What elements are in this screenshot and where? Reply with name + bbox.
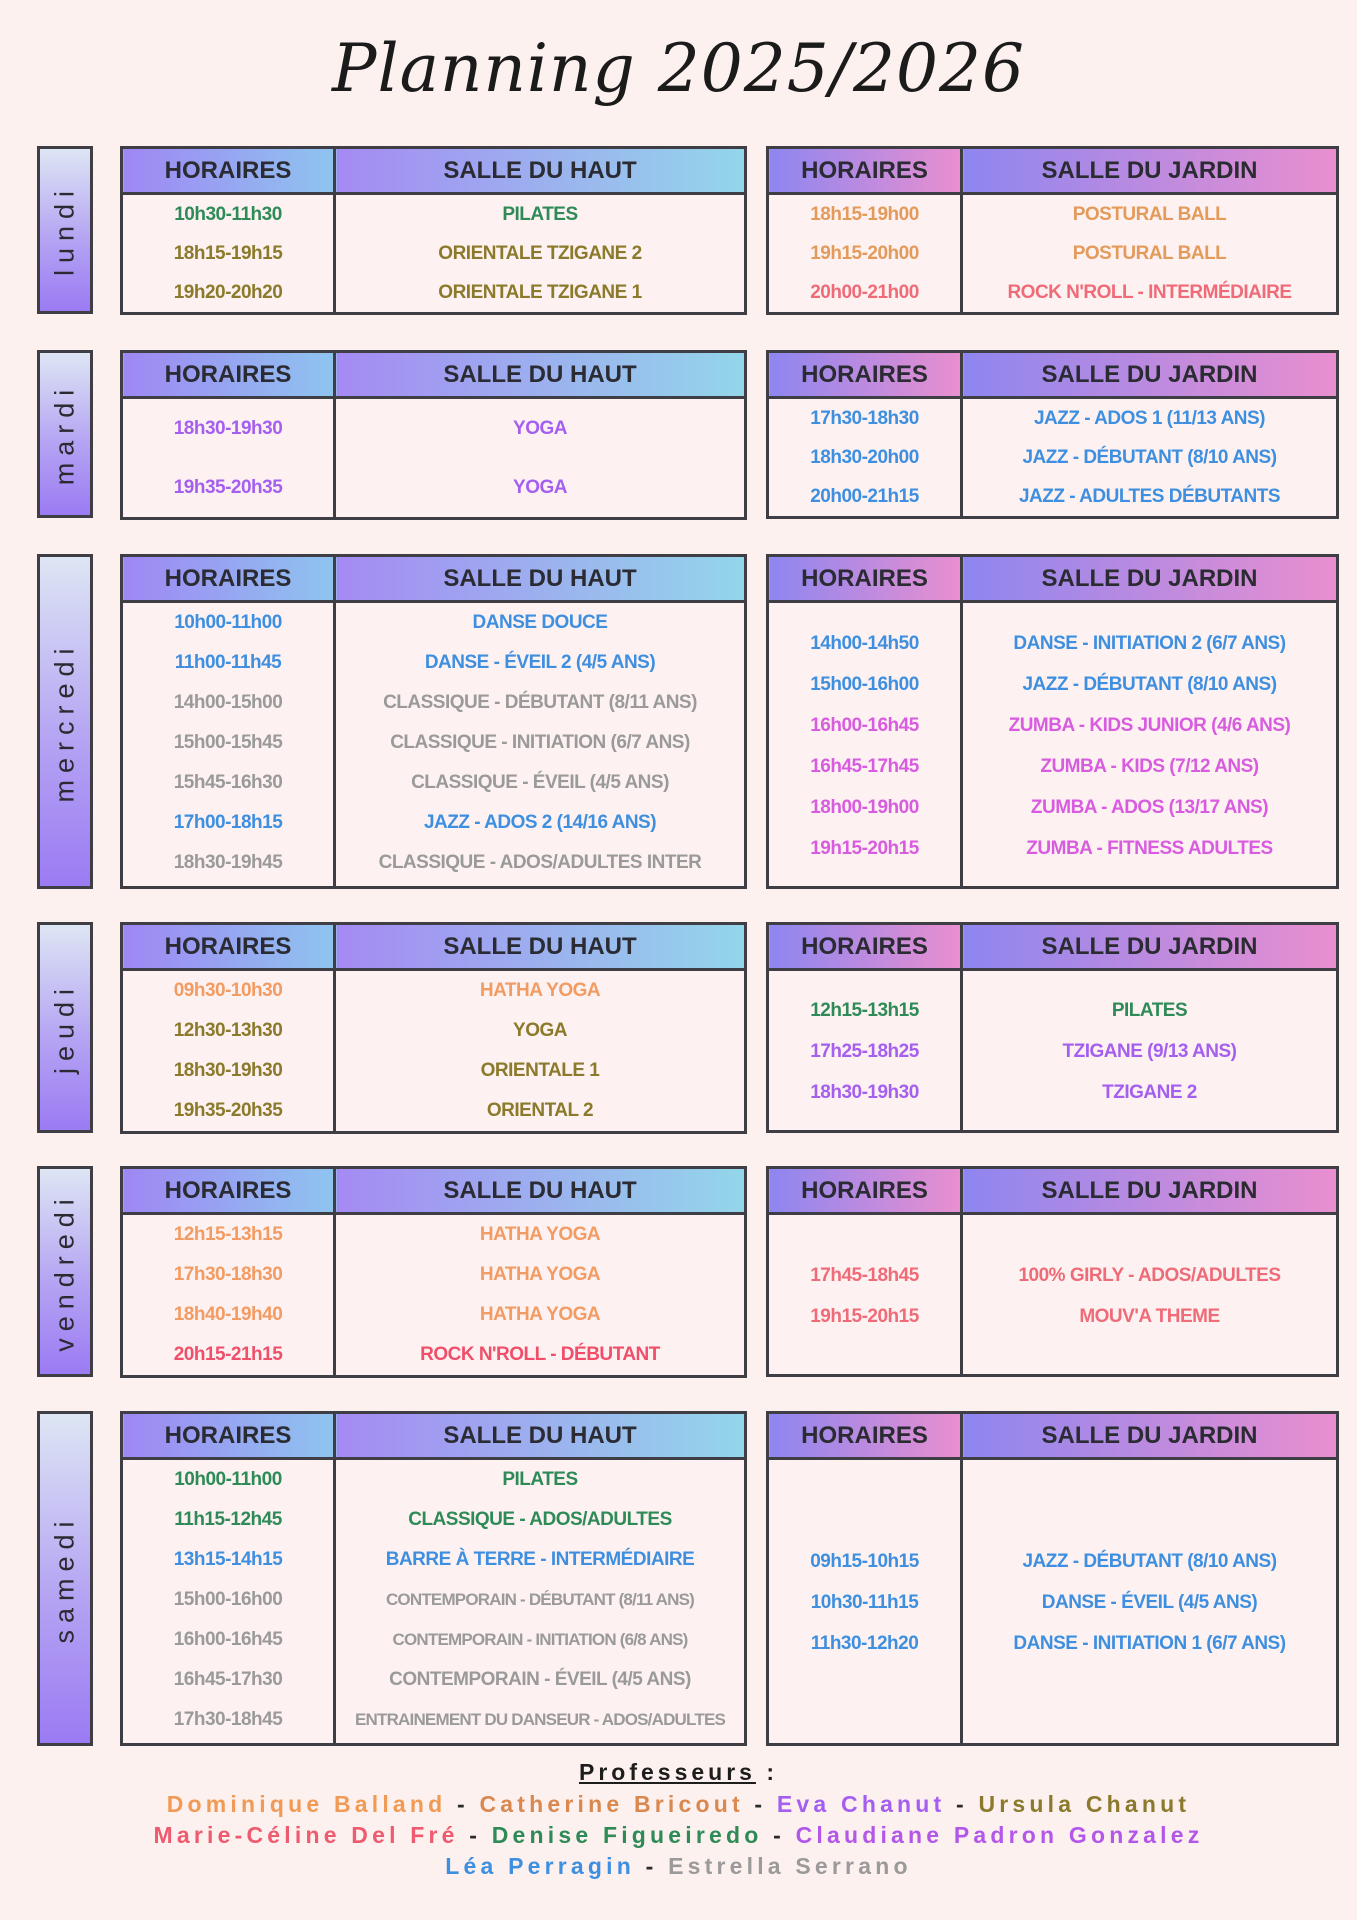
time-cell: 16h45-17h30 — [122, 1660, 335, 1700]
table-row — [768, 623, 1338, 664]
time-cell: 17h25-18h25 — [768, 1031, 962, 1072]
teacher-name: Denise Figueiredo — [491, 1822, 763, 1848]
time-cell: 19h35-20h35 — [122, 458, 335, 517]
teacher-name: Marie-Céline Del Fré — [153, 1822, 459, 1848]
day-label-vendredi — [37, 1166, 93, 1377]
spacer-row — [122, 517, 746, 519]
time-cell: 19h35-20h35 — [122, 1091, 335, 1131]
header-horaires: HORAIRES — [122, 352, 335, 398]
table-row — [768, 438, 1338, 477]
spacer-cell — [768, 1214, 962, 1256]
course-cell: YOGA — [335, 458, 746, 517]
header-horaires: HORAIRES — [122, 924, 335, 970]
spacer-cell — [962, 1214, 1338, 1256]
teachers-line — [0, 1820, 1357, 1851]
time-cell: 18h40-19h40 — [122, 1295, 335, 1335]
table-row — [122, 602, 746, 644]
time-cell: 14h00-15h00 — [122, 683, 335, 723]
table-row — [768, 234, 1338, 273]
course-cell: ORIENTALE 1 — [335, 1051, 746, 1091]
table-row — [768, 1255, 1338, 1296]
spacer-cell — [962, 970, 1338, 991]
table-row — [768, 398, 1338, 439]
spacer-cell — [768, 869, 962, 888]
course-cell: CLASSIQUE - ÉVEIL (4/5 ANS) — [335, 763, 746, 803]
page-title: Planning 2025/2026 — [332, 30, 1025, 107]
spacer-cell — [962, 869, 1338, 888]
spacer-cell — [962, 602, 1338, 624]
time-cell: 15h45-16h30 — [122, 763, 335, 803]
course-cell: HATHA YOGA — [335, 1255, 746, 1295]
spacer-cell — [768, 602, 962, 624]
separator: - — [743, 1791, 777, 1817]
table-row — [768, 477, 1338, 516]
day-label-samedi — [37, 1411, 93, 1746]
table-lundi-haut — [120, 146, 747, 315]
spacer-cell — [122, 1375, 335, 1377]
time-cell: 09h30-10h30 — [122, 970, 335, 1012]
spacer-row — [768, 1664, 1338, 1745]
teacher-name: Catherine Bricout — [479, 1791, 744, 1817]
course-cell: ZUMBA - FITNESS ADULTES — [962, 828, 1338, 869]
header-salle-du-jardin: SALLE DU JARDIN — [962, 556, 1338, 602]
course-cell: YOGA — [335, 398, 746, 459]
spacer-cell — [768, 1459, 962, 1542]
course-cell: JAZZ - DÉBUTANT (8/10 ANS) — [962, 664, 1338, 705]
time-cell: 09h15-10h15 — [768, 1541, 962, 1582]
course-cell: DANSE - INITIATION 2 (6/7 ANS) — [962, 623, 1338, 664]
course-cell: POSTURAL BALL — [962, 194, 1338, 235]
table-row — [768, 990, 1338, 1031]
table-row — [122, 683, 746, 723]
table-row — [122, 1500, 746, 1540]
table-row — [122, 1700, 746, 1740]
spacer-cell — [335, 1131, 746, 1133]
spacer-cell — [122, 1131, 335, 1133]
spacer-cell — [768, 970, 962, 991]
header-salle-du-haut: SALLE DU HAUT — [335, 556, 746, 602]
table-row — [122, 1660, 746, 1700]
time-cell: 17h30-18h45 — [122, 1700, 335, 1740]
table-row — [768, 1072, 1338, 1113]
time-cell: 18h30-19h30 — [768, 1072, 962, 1113]
spacer-row — [122, 1131, 746, 1133]
course-cell: PILATES — [962, 990, 1338, 1031]
teacher-name: Ursula Chanut — [978, 1791, 1191, 1817]
spacer-row — [768, 312, 1338, 314]
course-cell: ZUMBA - KIDS JUNIOR (4/6 ANS) — [962, 705, 1338, 746]
teacher-name: Estrella Serrano — [668, 1853, 912, 1879]
header-horaires: HORAIRES — [122, 148, 335, 194]
time-cell: 18h15-19h00 — [768, 194, 962, 235]
teacher-name: Claudiane Padron Gonzalez — [795, 1822, 1204, 1848]
header-horaires: HORAIRES — [768, 352, 962, 398]
course-cell: BARRE À TERRE - INTERMÉDIAIRE — [335, 1540, 746, 1580]
course-cell: CLASSIQUE - DÉBUTANT (8/11 ANS) — [335, 683, 746, 723]
spacer-cell — [768, 1113, 962, 1132]
table-row — [768, 1031, 1338, 1072]
time-cell: 19h20-20h20 — [122, 273, 335, 312]
table-row — [122, 843, 746, 883]
day-label-lundi — [37, 146, 93, 314]
spacer-row — [122, 1375, 746, 1377]
day-name: vendredi — [49, 1191, 80, 1352]
time-cell: 18h15-19h15 — [122, 234, 335, 273]
table-row — [768, 1541, 1338, 1582]
teachers-list — [0, 1789, 1357, 1882]
table-row — [768, 828, 1338, 869]
time-cell: 12h30-13h30 — [122, 1011, 335, 1051]
table-jeudi-haut — [120, 922, 747, 1134]
course-cell: ROCK N'ROLL - DÉBUTANT — [335, 1335, 746, 1375]
spacer-cell — [335, 312, 746, 314]
header-horaires: HORAIRES — [122, 1413, 335, 1459]
spacer-row — [768, 602, 1338, 624]
table-row — [122, 1255, 746, 1295]
spacer-cell — [335, 1740, 746, 1745]
day-name: jeudi — [49, 981, 80, 1074]
table-row — [122, 763, 746, 803]
day-label-jeudi — [37, 922, 93, 1133]
time-cell: 13h15-14h15 — [122, 1540, 335, 1580]
time-cell: 11h00-11h45 — [122, 643, 335, 683]
day-label-mardi — [37, 350, 93, 518]
day-name: mercredi — [49, 640, 80, 803]
table-row — [122, 723, 746, 763]
table-row — [122, 1214, 746, 1256]
time-cell: 10h30-11h15 — [768, 1582, 962, 1623]
course-cell: JAZZ - ADULTES DÉBUTANTS — [962, 477, 1338, 516]
table-row — [122, 234, 746, 273]
course-cell: 100% GIRLY - ADOS/ADULTES — [962, 1255, 1338, 1296]
table-row — [122, 1335, 746, 1375]
teachers-line — [0, 1851, 1357, 1882]
spacer-cell — [962, 1113, 1338, 1132]
table-row — [768, 705, 1338, 746]
table-row — [122, 1540, 746, 1580]
spacer-row — [768, 1459, 1338, 1542]
course-cell: PILATES — [335, 194, 746, 235]
spacer-cell — [962, 1664, 1338, 1745]
time-cell: 19h15-20h00 — [768, 234, 962, 273]
time-cell: 18h30-19h45 — [122, 843, 335, 883]
table-row — [768, 1296, 1338, 1337]
teacher-name: Dominique Balland — [166, 1791, 447, 1817]
course-cell: DANSE - ÉVEIL 2 (4/5 ANS) — [335, 643, 746, 683]
course-cell: CLASSIQUE - ADOS/ADULTES — [335, 1500, 746, 1540]
header-horaires: HORAIRES — [768, 148, 962, 194]
table-row — [122, 458, 746, 517]
header-horaires: HORAIRES — [768, 1168, 962, 1214]
course-cell: JAZZ - DÉBUTANT (8/10 ANS) — [962, 1541, 1338, 1582]
table-row — [768, 1582, 1338, 1623]
time-cell: 17h30-18h30 — [768, 398, 962, 439]
spacer-row — [768, 1214, 1338, 1256]
course-cell: JAZZ - DÉBUTANT (8/10 ANS) — [962, 438, 1338, 477]
table-row — [768, 664, 1338, 705]
spacer-cell — [962, 312, 1338, 314]
spacer-row — [768, 1337, 1338, 1376]
table-samedi-jardin — [766, 1411, 1339, 1746]
teacher-name: Léa Perragin — [445, 1853, 636, 1879]
course-cell: ROCK N'ROLL - INTERMÉDIAIRE — [962, 273, 1338, 312]
course-cell: PILATES — [335, 1459, 746, 1501]
spacer-cell — [768, 312, 962, 314]
time-cell: 14h00-14h50 — [768, 623, 962, 664]
time-cell: 12h15-13h15 — [768, 990, 962, 1031]
time-cell: 12h15-13h15 — [122, 1214, 335, 1256]
table-row — [122, 194, 746, 235]
spacer-cell — [335, 883, 746, 888]
course-cell: ZUMBA - KIDS (7/12 ANS) — [962, 746, 1338, 787]
teachers-title-colon: : — [755, 1759, 779, 1785]
header-salle-du-haut: SALLE DU HAUT — [335, 1168, 746, 1214]
spacer-cell — [122, 883, 335, 888]
course-cell: DANSE - INITIATION 1 (6/7 ANS) — [962, 1623, 1338, 1664]
time-cell: 10h00-11h00 — [122, 1459, 335, 1501]
header-salle-du-jardin: SALLE DU JARDIN — [962, 148, 1338, 194]
time-cell: 17h30-18h30 — [122, 1255, 335, 1295]
spacer-row — [122, 1740, 746, 1745]
header-salle-du-haut: SALLE DU HAUT — [335, 924, 746, 970]
table-row — [122, 1620, 746, 1660]
table-row — [122, 643, 746, 683]
course-cell: POSTURAL BALL — [962, 234, 1338, 273]
time-cell: 11h15-12h45 — [122, 1500, 335, 1540]
table-samedi-haut — [120, 1411, 747, 1746]
spacer-row — [122, 312, 746, 314]
time-cell: 16h00-16h45 — [122, 1620, 335, 1660]
table-row — [768, 273, 1338, 312]
course-cell: CONTEMPORAIN - DÉBUTANT (8/11 ANS) — [335, 1580, 746, 1620]
spacer-row — [768, 970, 1338, 991]
table-row — [122, 1580, 746, 1620]
spacer-row — [768, 869, 1338, 888]
time-cell: 15h00-16h00 — [768, 664, 962, 705]
separator: - — [762, 1822, 796, 1848]
table-row — [768, 787, 1338, 828]
table-mercredi-jardin — [766, 554, 1339, 889]
time-cell: 16h00-16h45 — [768, 705, 962, 746]
time-cell: 20h15-21h15 — [122, 1335, 335, 1375]
time-cell: 19h15-20h15 — [768, 828, 962, 869]
day-name: samedi — [49, 1513, 80, 1644]
table-row — [768, 1623, 1338, 1664]
spacer-cell — [768, 1664, 962, 1745]
table-row — [768, 194, 1338, 235]
header-salle-du-jardin: SALLE DU JARDIN — [962, 1413, 1338, 1459]
course-cell: JAZZ - ADOS 2 (14/16 ANS) — [335, 803, 746, 843]
table-row — [768, 746, 1338, 787]
spacer-cell — [768, 1337, 962, 1376]
spacer-row — [122, 883, 746, 888]
day-label-mercredi — [37, 554, 93, 889]
spacer-cell — [335, 517, 746, 519]
separator: - — [446, 1791, 480, 1817]
teacher-name: Eva Chanut — [776, 1791, 946, 1817]
separator: - — [945, 1791, 979, 1817]
spacer-cell — [122, 1740, 335, 1745]
spacer-row — [768, 516, 1338, 518]
table-vendredi-haut — [120, 1166, 747, 1378]
teachers-line — [0, 1789, 1357, 1820]
table-jeudi-jardin — [766, 922, 1339, 1133]
header-salle-du-jardin: SALLE DU JARDIN — [962, 924, 1338, 970]
spacer-cell — [768, 516, 962, 518]
course-cell: YOGA — [335, 1011, 746, 1051]
spacer-cell — [122, 312, 335, 314]
header-horaires: HORAIRES — [768, 924, 962, 970]
table-row — [122, 970, 746, 1012]
time-cell: 18h00-19h00 — [768, 787, 962, 828]
table-row — [122, 273, 746, 312]
table-row — [122, 1459, 746, 1501]
time-cell: 20h00-21h15 — [768, 477, 962, 516]
header-salle-du-jardin: SALLE DU JARDIN — [962, 1168, 1338, 1214]
separator: - — [458, 1822, 492, 1848]
course-cell: HATHA YOGA — [335, 1214, 746, 1256]
header-salle-du-haut: SALLE DU HAUT — [335, 1413, 746, 1459]
header-horaires: HORAIRES — [768, 556, 962, 602]
time-cell: 18h30-19h30 — [122, 398, 335, 459]
time-cell: 20h00-21h00 — [768, 273, 962, 312]
course-cell: JAZZ - ADOS 1 (11/13 ANS) — [962, 398, 1338, 439]
table-lundi-jardin — [766, 146, 1339, 315]
spacer-cell — [962, 1459, 1338, 1542]
time-cell: 17h45-18h45 — [768, 1255, 962, 1296]
time-cell: 18h30-20h00 — [768, 438, 962, 477]
course-cell: HATHA YOGA — [335, 970, 746, 1012]
header-horaires: HORAIRES — [122, 556, 335, 602]
course-cell: TZIGANE 2 — [962, 1072, 1338, 1113]
time-cell: 19h15-20h15 — [768, 1296, 962, 1337]
day-name: lundi — [49, 183, 80, 277]
table-vendredi-jardin — [766, 1166, 1339, 1377]
spacer-row — [768, 1113, 1338, 1132]
table-row — [122, 1295, 746, 1335]
table-row — [122, 398, 746, 459]
course-cell: DANSE - ÉVEIL (4/5 ANS) — [962, 1582, 1338, 1623]
course-cell: ORIENTAL 2 — [335, 1091, 746, 1131]
header-salle-du-haut: SALLE DU HAUT — [335, 148, 746, 194]
course-cell: ENTRAINEMENT DU DANSEUR - ADOS/ADULTES — [335, 1700, 746, 1740]
header-salle-du-haut: SALLE DU HAUT — [335, 352, 746, 398]
course-cell: ORIENTALE TZIGANE 2 — [335, 234, 746, 273]
day-name: mardi — [49, 382, 80, 486]
time-cell: 10h30-11h30 — [122, 194, 335, 235]
table-row — [122, 1051, 746, 1091]
header-horaires: HORAIRES — [122, 1168, 335, 1214]
table-mardi-jardin — [766, 350, 1339, 519]
spacer-cell — [962, 516, 1338, 518]
spacer-cell — [335, 1375, 746, 1377]
spacer-cell — [962, 1337, 1338, 1376]
time-cell: 11h30-12h20 — [768, 1623, 962, 1664]
course-cell: CONTEMPORAIN - INITIATION (6/8 ANS) — [335, 1620, 746, 1660]
header-horaires: HORAIRES — [768, 1413, 962, 1459]
course-cell: HATHA YOGA — [335, 1295, 746, 1335]
time-cell: 16h45-17h45 — [768, 746, 962, 787]
teachers-title — [0, 1755, 1357, 1789]
table-row — [122, 1011, 746, 1051]
teachers-title-text: Professeurs — [578, 1759, 756, 1785]
course-cell: CLASSIQUE - INITIATION (6/7 ANS) — [335, 723, 746, 763]
course-cell: CONTEMPORAIN - ÉVEIL (4/5 ANS) — [335, 1660, 746, 1700]
header-salle-du-jardin: SALLE DU JARDIN — [962, 352, 1338, 398]
separator: - — [635, 1853, 669, 1879]
time-cell: 10h00-11h00 — [122, 602, 335, 644]
time-cell: 17h00-18h15 — [122, 803, 335, 843]
course-cell: TZIGANE (9/13 ANS) — [962, 1031, 1338, 1072]
table-mercredi-haut — [120, 554, 747, 889]
time-cell: 15h00-15h45 — [122, 723, 335, 763]
table-row — [122, 803, 746, 843]
table-mardi-haut — [120, 350, 747, 520]
teachers-section — [0, 1755, 1357, 1882]
table-row — [122, 1091, 746, 1131]
spacer-cell — [122, 517, 335, 519]
course-cell: ORIENTALE TZIGANE 1 — [335, 273, 746, 312]
time-cell: 15h00-16h00 — [122, 1580, 335, 1620]
time-cell: 18h30-19h30 — [122, 1051, 335, 1091]
course-cell: CLASSIQUE - ADOS/ADULTES INTER — [335, 843, 746, 883]
course-cell: MOUV'A THEME — [962, 1296, 1338, 1337]
course-cell: ZUMBA - ADOS (13/17 ANS) — [962, 787, 1338, 828]
course-cell: DANSE DOUCE — [335, 602, 746, 644]
